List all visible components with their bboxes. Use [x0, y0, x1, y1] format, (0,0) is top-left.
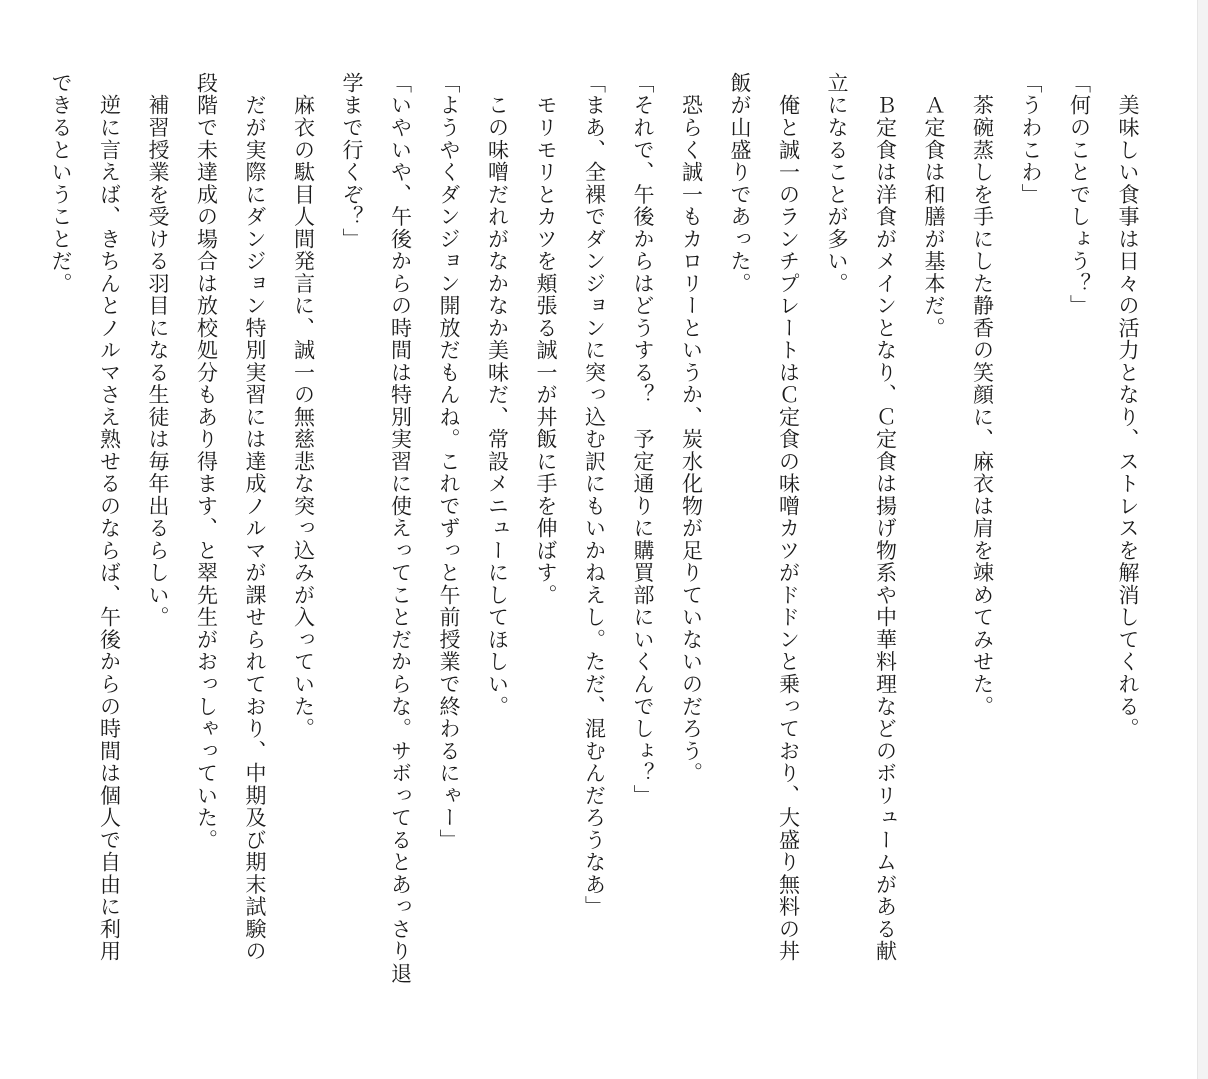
- vertical-text-body: [37, 72, 1153, 1062]
- text-line: できるということだ。: [49, 72, 73, 295]
- text-line: 「いやいや、午後からの時間は特別実習に使えってことだからな。サボってるとあっさり退: [388, 72, 413, 985]
- text-line: 立になることが多い。: [825, 72, 849, 295]
- text-line: 飯が山盛りであった。: [728, 72, 752, 295]
- text-line: 「まあ、全裸でダンジョンに突っ込む訳にもいかねえし。ただ、混むんだろうなあ」: [582, 72, 607, 918]
- text-line: モリモリとカツを頬張る誠一が丼飯に手を伸ばす。: [534, 72, 558, 607]
- text-line: Ａ定食は和膳が基本だ。: [922, 72, 946, 340]
- text-line: だが実際にダンジョン特別実習には達成ノルマが課せられており、中期及び期末試験の: [243, 72, 267, 963]
- text-line: 逆に言えば、きちんとノルマさえ熟せるのならば、午後からの時間は個人で自由に利用: [97, 72, 122, 963]
- text-line: 補習授業を受ける羽目になる生徒は毎年出るらしい。: [146, 72, 170, 629]
- text-line: 「ようやくダンジョン開放だもんね。これでずっと午前授業で終わるにゃー」: [437, 72, 461, 852]
- text-line: Ｂ定食は洋食がメインとなり、Ｃ定食は揚げ物系や中華料理などのボリュームがある献: [873, 72, 898, 963]
- text-line: 麻衣の駄目人間発言に、誠一の無慈悲な突っ込みが入っていた。: [291, 72, 316, 740]
- text-line: 「それで、午後からはどうする？ 予定通りに購買部にいくんでしょ？」: [631, 72, 655, 807]
- text-line: 段階で未達成の場合は放校処分もあり得ます、と翠先生がおっしゃっていた。: [194, 72, 219, 852]
- text-line: 「何のことでしょう？」: [1067, 72, 1092, 317]
- scrollbar-track[interactable]: [1197, 0, 1208, 1079]
- text-line: 美味しい食事は日々の活力となり、ストレスを解消してくれる。: [1116, 72, 1140, 740]
- text-line: 茶碗蒸しを手にした静香の笑顔に、麻衣は肩を竦めてみせた。: [970, 72, 995, 718]
- text-line: 恐らく誠一もカロリーというか、炭水化物が足りていないのだろう。: [679, 72, 704, 785]
- text-line: 「うわこわ」: [1019, 72, 1043, 206]
- text-line: 学まで行くぞ？」: [340, 72, 364, 251]
- text-line: この味噌だれがなかなか美味だ、常設メニューにしてほしい。: [485, 72, 510, 718]
- text-line: 俺と誠一のランチプレートはＣ定食の味噌カツがドドンと乗っており、大盛り無料の丼: [776, 72, 801, 963]
